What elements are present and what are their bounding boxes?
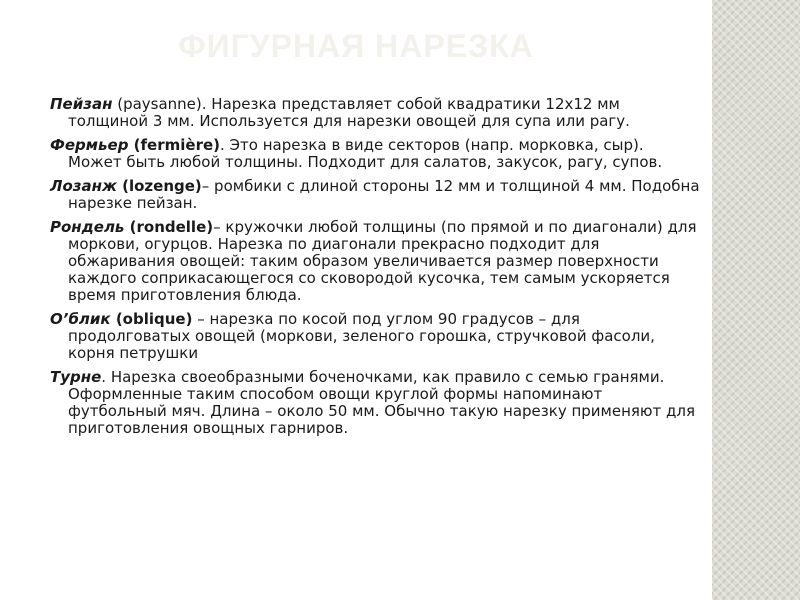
term-oblique: О’блик (50, 310, 111, 328)
slide-body (50, 96, 700, 444)
description-lozenge: – ромбики с длиной стороны 12 мм и толщиной 4 мм. Подобна нарезке пейзан. (68, 177, 700, 212)
paragraph-tourne (50, 369, 700, 437)
paragraph-rondelle (50, 219, 700, 304)
term-original-oblique: (oblique) (110, 310, 193, 328)
term-original-fermiere: (fermière) (128, 136, 220, 154)
term-rondelle: Рондель (50, 218, 125, 236)
description-paysanne: . Нарезка представляет собой квадратики 12х12 мм толщиной 3 мм. Используется для нарезки овощей для супа или рагу. (68, 95, 630, 130)
description-tourne: . Нарезка своеобразными боченочками, как правило с семью гранями. Оформленные таким способом овощи круглой формы напоминают футбольный мяч. Длина – около 50 мм. Обычно такую нарезку применяют для приготовления овощных гарниров. (68, 368, 696, 437)
paragraph-paysanne (50, 96, 700, 130)
slide-title: ФИГУРНАЯ НАРЕЗКА (178, 28, 534, 64)
paragraph-fermiere (50, 137, 700, 171)
description-fermiere: . Это нарезка в виде секторов (напр. морковка, сыр). Может быть любой толщины. Подходит для салатов, закусок, рагу, супов. (68, 136, 663, 171)
paragraph-lozenge (50, 178, 700, 212)
description-rondelle: – кружочки любой толщины (по прямой и по диагонали) для моркови, огурцов. Нарезка по диагонали прекрасно подходит для обжаривания овощей: таким образом увеличивается размер поверхности каждого соприкасающегося со сковородой кусочка, тем самым ускоряется время приготовления блюда. (68, 218, 697, 304)
description-oblique: – нарезка по косой под углом 90 градусов – для продолговатых овощей (моркови, зеленого горошка, стручковой фасоли, корня петрушки (68, 310, 655, 362)
term-fermiere: Фермьер (50, 136, 129, 154)
term-original-lozenge: (lozenge) (116, 177, 202, 195)
term-paysanne: Пейзан (50, 95, 113, 113)
term-original-rondelle: (rondelle) (124, 218, 214, 236)
decorative-stripe (712, 0, 800, 600)
term-original-paysanne: (paysanne) (112, 95, 202, 113)
paragraph-oblique (50, 311, 700, 362)
term-lozenge: Лозанж (50, 177, 117, 195)
term-tourne: Турне (50, 368, 102, 386)
